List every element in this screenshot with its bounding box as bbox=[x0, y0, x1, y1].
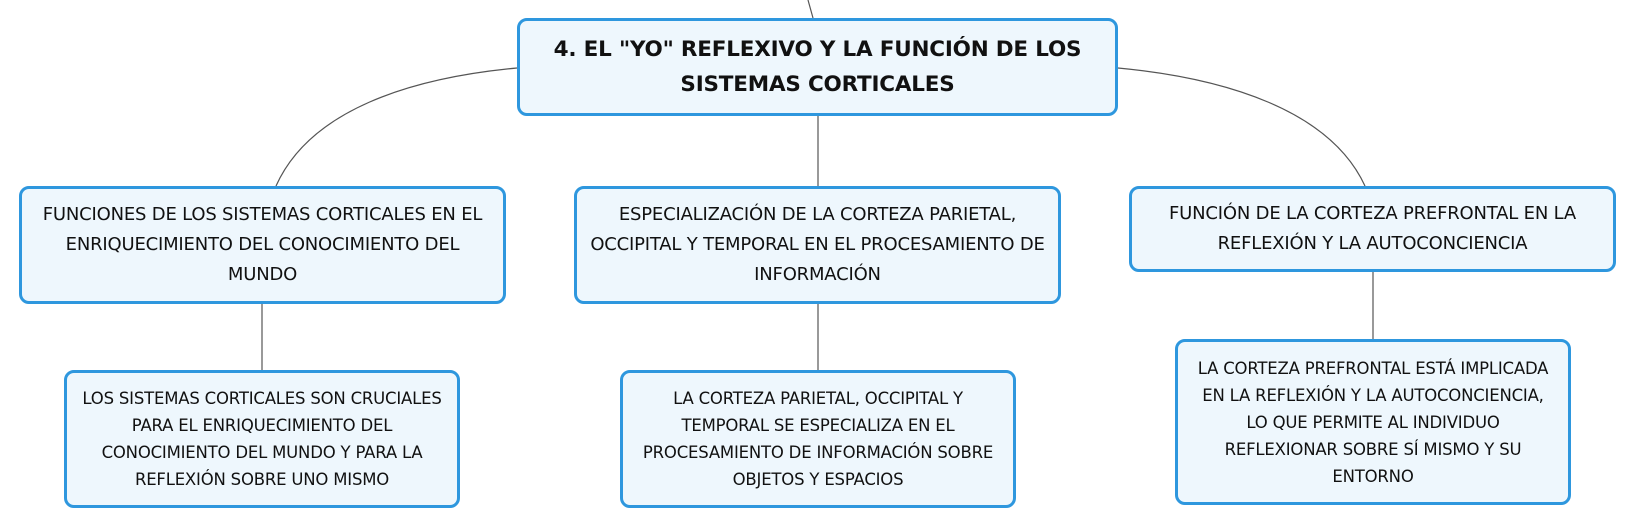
branch-topic-label: FUNCIÓN DE LA CORTEZA PREFRONTAL EN LA REFLEXIÓN Y LA AUTOCONCIENCIA bbox=[1169, 203, 1576, 254]
branch-topic-label: ESPECIALIZACIÓN DE LA CORTEZA PARIETAL, OCCIPITAL Y TEMPORAL EN EL PROCESAMIENTO DE INFORMACIÓN bbox=[590, 204, 1045, 285]
root-topic[interactable] bbox=[517, 18, 1118, 116]
connector-root-branch-a bbox=[276, 68, 517, 186]
connector-parent-root bbox=[808, 0, 813, 18]
branch-topic-cortex-specialization[interactable] bbox=[574, 186, 1061, 304]
subtopic-label: LA CORTEZA PREFRONTAL ESTÁ IMPLICADA EN LA REFLEXIÓN Y LA AUTOCONCIENCIA, LO QUE PERMITE AL INDIVIDUO REFLEXIONAR SOBRE SÍ MISMO Y SU ENTORNO bbox=[1197, 358, 1549, 486]
subtopic-label: LA CORTEZA PARIETAL, OCCIPITAL Y TEMPORAL SE ESPECIALIZA EN EL PROCESAMIENTO DE INFORMACIÓN SOBRE OBJETOS Y ESPACIOS bbox=[642, 389, 994, 489]
root-topic-label: 4. EL "YO" REFLEXIVO Y LA FUNCIÓN DE LOS SISTEMAS CORTICALES bbox=[553, 37, 1082, 97]
subtopic-cortical-functions[interactable] bbox=[64, 370, 460, 508]
subtopic-label: LOS SISTEMAS CORTICALES SON CRUCIALES PARA EL ENRIQUECIMIENTO DEL CONOCIMIENTO DEL MUNDO Y PARA LA REFLEXIÓN SOBRE UNO MISMO bbox=[82, 389, 442, 489]
branch-topic-label: FUNCIONES DE LOS SISTEMAS CORTICALES EN EL ENRIQUECIMIENTO DEL CONOCIMIENTO DEL MUNDO bbox=[42, 204, 483, 285]
branch-topic-cortical-functions[interactable] bbox=[19, 186, 506, 304]
connector-root-branch-c bbox=[1118, 68, 1365, 186]
subtopic-prefrontal-cortex[interactable] bbox=[1175, 339, 1571, 505]
subtopic-cortex-specialization[interactable] bbox=[620, 370, 1016, 508]
branch-topic-prefrontal-cortex[interactable] bbox=[1129, 186, 1616, 272]
